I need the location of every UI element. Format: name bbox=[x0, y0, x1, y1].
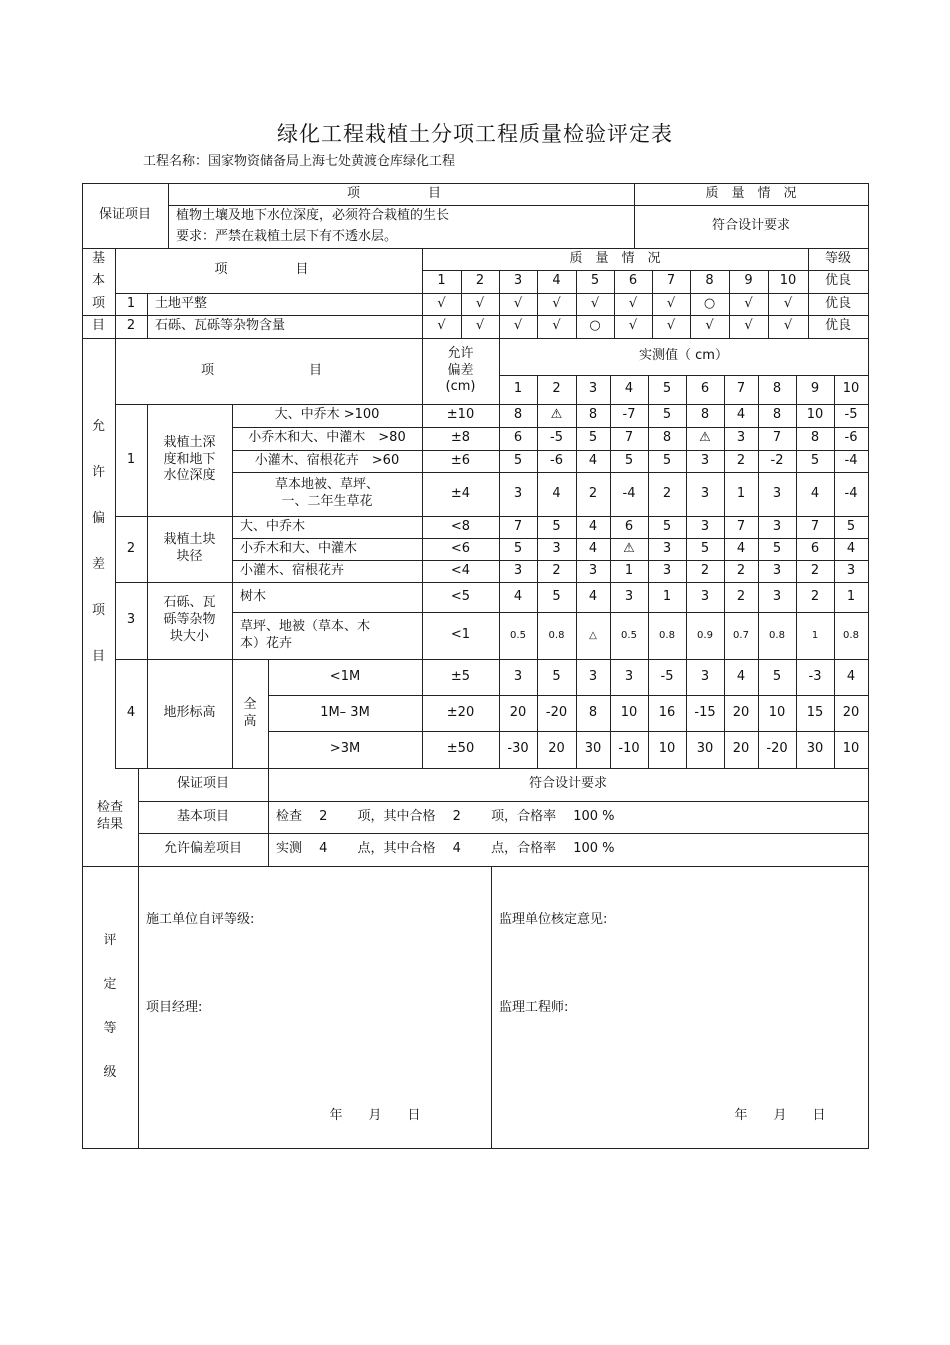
basic-row-number: 2 bbox=[126, 318, 136, 334]
allowance-row-value: 3 bbox=[700, 452, 710, 468]
guarantee-item-header: 项 目 bbox=[346, 185, 455, 201]
allowance-row-value: 7 bbox=[810, 518, 820, 534]
allowance-row-value: 10 bbox=[806, 407, 824, 423]
allowance-row-value: 20 bbox=[509, 704, 527, 720]
basic-row-mark: √ bbox=[628, 295, 638, 311]
allowance-side-label: 项 bbox=[91, 602, 105, 618]
allowance-row-value: 20 bbox=[732, 741, 750, 757]
allowance-row-value: 5 bbox=[772, 540, 782, 556]
allowance-row-value: 5 bbox=[662, 518, 672, 534]
allowance-row-tolerance: <1 bbox=[450, 627, 471, 643]
allowance-row-value: 4 bbox=[588, 452, 598, 468]
allowance-row-value: 1 bbox=[846, 588, 856, 604]
allowance-row-value: 3 bbox=[513, 562, 523, 578]
basic-row-mark: √ bbox=[513, 295, 523, 311]
basic-grade-subheader: 优良 bbox=[824, 273, 851, 289]
allowance-row-value: 4 bbox=[588, 540, 598, 556]
basic-row-mark: √ bbox=[666, 295, 676, 311]
allowance-row-value: 30 bbox=[696, 741, 714, 757]
allowance-row-value: 2 bbox=[810, 588, 820, 604]
allowance-row-value: 5 bbox=[810, 452, 820, 468]
allowance-row-item: <1M bbox=[329, 668, 361, 684]
allowance-row-value: -6 bbox=[844, 430, 858, 446]
self-evaluation-title: 施工单位自评等级: bbox=[146, 911, 255, 927]
basic-col-number: 1 bbox=[437, 273, 446, 289]
allowance-col-number: 2 bbox=[552, 381, 561, 397]
allowance-row-value: ⚠ bbox=[550, 407, 563, 423]
allowance-row-value: 8 bbox=[513, 407, 523, 423]
allowance-row-value: 2 bbox=[662, 485, 672, 501]
allowance-row-value: -5 bbox=[844, 407, 858, 423]
grid-line bbox=[868, 183, 869, 1149]
allowance-item-header: 项 目 bbox=[200, 362, 336, 378]
allowance-side-label: 偏 bbox=[91, 510, 105, 526]
allowance-row-value: 0.9 bbox=[697, 630, 713, 641]
allowance-row-value: 15 bbox=[806, 704, 824, 720]
project-name: 工程名称：国家物资储备局上海七处黄渡仓库绿化工程 bbox=[143, 154, 456, 169]
allowance-row-value: 2 bbox=[736, 588, 746, 604]
allowance-group-sub: 全 高 bbox=[243, 696, 257, 729]
basic-row-mark: √ bbox=[437, 295, 446, 311]
allowance-row-value: 3 bbox=[772, 588, 782, 604]
allowance-side-label: 差 bbox=[91, 556, 105, 572]
basic-quality-header: 质 量 情 况 bbox=[569, 250, 661, 266]
allowance-row-value: 7 bbox=[513, 518, 523, 534]
allowance-row-value: 0.7 bbox=[733, 630, 749, 641]
allowance-row-value: 0.8 bbox=[548, 630, 565, 641]
allowance-row-tolerance: ±4 bbox=[450, 485, 471, 501]
allowance-group-name: 栽植土块 块径 bbox=[163, 532, 216, 564]
allowance-row-value: 4 bbox=[736, 407, 746, 423]
basic-row-grade: 优良 bbox=[824, 295, 851, 311]
allowance-row-value: 0.8 bbox=[843, 630, 859, 641]
allowance-row-value: 3 bbox=[846, 562, 856, 578]
inspection-side-label: 检查 结果 bbox=[96, 800, 123, 832]
project-manager-label: 项目经理: bbox=[146, 999, 203, 1015]
allowance-row-value: 7 bbox=[772, 430, 782, 446]
allowance-row-value: 0.5 bbox=[621, 630, 637, 641]
evaluation-side-label: 评 bbox=[103, 933, 117, 949]
allowance-col-number: 7 bbox=[736, 381, 746, 397]
allowance-row-value: 10 bbox=[620, 704, 638, 720]
basic-col-number: 9 bbox=[744, 273, 753, 289]
allowance-row-value: 20 bbox=[548, 741, 565, 757]
basic-row-mark: √ bbox=[666, 318, 676, 334]
allowance-row-value: -4 bbox=[844, 452, 858, 468]
basic-item-header: 项 目 bbox=[214, 262, 323, 278]
allowance-row-value: 10 bbox=[842, 741, 860, 757]
allowance-row-value: 10 bbox=[768, 704, 786, 720]
allowance-row-value: 10 bbox=[658, 741, 676, 757]
grid-line bbox=[82, 1148, 869, 1149]
allowance-row-value: 3 bbox=[700, 485, 710, 501]
allowance-row-value: 8 bbox=[588, 704, 598, 720]
allowance-row-value: 8 bbox=[810, 430, 820, 446]
inspection-row-label: 允许偏差项目 bbox=[163, 841, 242, 857]
allowance-row-value: 1 bbox=[811, 630, 819, 641]
allowance-row-value: 30 bbox=[584, 741, 602, 757]
allowance-row-value: 3 bbox=[588, 668, 598, 684]
allowance-row-tolerance: ±6 bbox=[450, 452, 471, 468]
basic-row-mark: √ bbox=[552, 295, 561, 311]
allowance-row-value: 5 bbox=[624, 452, 634, 468]
basic-row-mark: √ bbox=[552, 318, 561, 334]
allowance-group-name: 栽植土深 度和地下 水位深度 bbox=[163, 434, 216, 484]
allowance-row-value: 4 bbox=[513, 588, 523, 604]
allowance-col-number: 4 bbox=[624, 381, 634, 397]
allowance-row-item: 小灌木、宿根花卉 >60 bbox=[254, 452, 400, 468]
allowance-col-number: 8 bbox=[772, 381, 782, 397]
basic-side-label: 本 bbox=[91, 273, 105, 289]
allowance-row-tolerance: <6 bbox=[450, 540, 471, 556]
guarantee-label: 保证项目 bbox=[98, 207, 151, 223]
allowance-row-value: -5 bbox=[660, 668, 674, 684]
evaluation-side-label: 级 bbox=[103, 1064, 117, 1080]
basic-col-number: 10 bbox=[779, 273, 797, 289]
allowance-row-tolerance: ±5 bbox=[450, 668, 471, 684]
allowance-row-value: 2 bbox=[588, 485, 598, 501]
supervision-engineer-label: 监理工程师: bbox=[499, 999, 569, 1015]
allowance-row-value: 4 bbox=[588, 588, 598, 604]
allowance-row-value: 6 bbox=[810, 540, 820, 556]
basic-row-mark: √ bbox=[628, 318, 638, 334]
basic-row-number: 1 bbox=[126, 295, 136, 311]
allowance-row-value: 7 bbox=[736, 518, 746, 534]
allowance-row-value: 20 bbox=[732, 704, 750, 720]
allowance-row-value: 5 bbox=[662, 407, 672, 423]
allowance-row-tolerance: <8 bbox=[450, 518, 471, 534]
allowance-row-item: 树木 bbox=[240, 588, 267, 604]
allowance-row-item: 草坪、地被（草本、木 本）花卉 bbox=[240, 618, 371, 651]
allowance-group-number: 2 bbox=[126, 540, 136, 556]
basic-grade-header: 等级 bbox=[824, 250, 851, 266]
allowance-row-value: 3 bbox=[513, 668, 523, 684]
allowance-row-value: 1 bbox=[624, 562, 634, 578]
basic-col-number: 8 bbox=[705, 273, 714, 289]
evaluation-side-label: 定 bbox=[103, 977, 117, 993]
basic-row-mark: √ bbox=[783, 318, 793, 334]
basic-row-mark: √ bbox=[705, 318, 714, 334]
basic-col-number: 2 bbox=[475, 273, 485, 289]
basic-row-mark: √ bbox=[437, 318, 446, 334]
allowance-row-value: ⚠ bbox=[623, 540, 635, 556]
basic-side-label: 基 bbox=[91, 250, 105, 266]
allowance-group-name: 石砾、瓦 砾等杂物 块大小 bbox=[163, 595, 216, 644]
page-title: 绿化工程栽植土分项工程质量检验评定表 bbox=[277, 122, 673, 146]
allowance-row-value: 3 bbox=[662, 540, 672, 556]
allowance-row-value: 2 bbox=[700, 562, 710, 578]
allowance-measured-header: 实测值（ cm） bbox=[639, 348, 728, 364]
guarantee-content: 植物土壤及地下水位深度，必须符合栽植的生长 bbox=[176, 207, 450, 223]
allowance-row-value: 3 bbox=[552, 540, 561, 556]
allowance-row-tolerance: ±10 bbox=[446, 407, 475, 423]
guarantee-result: 符合设计要求 bbox=[711, 218, 790, 234]
basic-col-number: 5 bbox=[590, 273, 600, 289]
basic-col-number: 3 bbox=[513, 273, 523, 289]
allowance-row-value: 5 bbox=[846, 518, 856, 534]
allowance-group-number: 3 bbox=[126, 612, 136, 628]
allowance-row-value: 0.8 bbox=[659, 630, 675, 641]
basic-row-grade: 优良 bbox=[824, 318, 851, 334]
allowance-row-value: 3 bbox=[736, 430, 746, 446]
allowance-row-value: 2 bbox=[810, 562, 820, 578]
allowance-row-value: 3 bbox=[772, 518, 782, 534]
allowance-row-value: 1 bbox=[736, 485, 746, 501]
allowance-col-number: 1 bbox=[513, 381, 523, 397]
allowance-row-value: 5 bbox=[662, 452, 672, 468]
basic-row-mark: √ bbox=[590, 295, 600, 311]
guarantee-quality-header: 质 量 情 况 bbox=[705, 185, 797, 201]
allowance-row-value: 3 bbox=[513, 485, 523, 501]
allowance-row-value: -6 bbox=[550, 452, 563, 468]
allowance-row-value: 3 bbox=[662, 562, 672, 578]
inspection-row-text: 符合设计要求 bbox=[528, 776, 607, 792]
allowance-row-value: 5 bbox=[552, 518, 561, 534]
allowance-row-value: 5 bbox=[588, 430, 598, 446]
allowance-row-value: 1 bbox=[662, 588, 672, 604]
allowance-row-item: 小灌木、宿根花卉 bbox=[240, 562, 345, 578]
allowance-tolerance-header: 允许 偏差 (cm) bbox=[445, 345, 476, 395]
allowance-row-value: 3 bbox=[700, 588, 710, 604]
allowance-row-value: 4 bbox=[846, 668, 856, 684]
allowance-row-value: 6 bbox=[513, 430, 523, 446]
allowance-row-value: -15 bbox=[694, 704, 716, 720]
allowance-row-item: 草本地被、草坪、 一、二年生草花 bbox=[274, 477, 379, 509]
allowance-row-value: 3 bbox=[588, 562, 598, 578]
allowance-row-tolerance: ±20 bbox=[446, 704, 475, 720]
basic-col-number: 6 bbox=[628, 273, 638, 289]
basic-row-mark: √ bbox=[513, 318, 523, 334]
allowance-group-name: 地形标高 bbox=[163, 705, 216, 721]
allowance-col-number: 9 bbox=[810, 381, 820, 397]
allowance-row-value: -4 bbox=[844, 485, 858, 501]
allowance-row-value: 4 bbox=[552, 485, 561, 501]
allowance-row-value: 5 bbox=[700, 540, 710, 556]
allowance-col-number: 5 bbox=[662, 381, 672, 397]
evaluation-side-label: 等 bbox=[103, 1020, 117, 1036]
allowance-row-value: 0.8 bbox=[769, 630, 785, 641]
allowance-row-value: 2 bbox=[736, 452, 746, 468]
allowance-row-tolerance: <4 bbox=[450, 562, 471, 578]
allowance-row-value: 6 bbox=[624, 518, 634, 534]
allowance-row-item: >3M bbox=[329, 741, 361, 757]
allowance-row-value: 3 bbox=[700, 668, 710, 684]
allowance-col-number: 10 bbox=[842, 381, 860, 397]
allowance-row-value: -20 bbox=[545, 704, 568, 720]
allowance-row-value: -30 bbox=[507, 741, 529, 757]
basic-col-number: 7 bbox=[666, 273, 676, 289]
allowance-row-value: 20 bbox=[842, 704, 860, 720]
allowance-row-value: -4 bbox=[622, 485, 636, 501]
allowance-group-number: 1 bbox=[126, 451, 136, 467]
allowance-row-value: 3 bbox=[700, 518, 710, 534]
allowance-row-item: 1M– 3M bbox=[320, 704, 370, 720]
inspection-row-text: 实测 4 点，其中合格 4 点，合格率 100 % bbox=[276, 841, 615, 857]
inspection-row-label: 保证项目 bbox=[176, 776, 229, 792]
allowance-row-tolerance: <5 bbox=[450, 588, 471, 604]
allowance-side-label: 许 bbox=[91, 464, 105, 480]
allowance-row-value: 8 bbox=[772, 407, 782, 423]
basic-row-mark: ○ bbox=[589, 318, 601, 334]
allowance-row-value: 5 bbox=[513, 540, 523, 556]
grid-line bbox=[82, 866, 869, 867]
allowance-group-number: 4 bbox=[126, 705, 136, 721]
allowance-row-value: -20 bbox=[766, 741, 788, 757]
allowance-row-value: 7 bbox=[624, 430, 634, 446]
allowance-row-value: 16 bbox=[658, 704, 676, 720]
allowance-row-tolerance: ±8 bbox=[450, 430, 471, 446]
allowance-row-value: -5 bbox=[550, 430, 563, 446]
allowance-row-value: 8 bbox=[588, 407, 598, 423]
inspection-row-label: 基本项目 bbox=[176, 808, 229, 824]
basic-row-name: 土地平整 bbox=[155, 295, 208, 311]
allowance-row-value: 0.5 bbox=[510, 630, 526, 641]
self-evaluation-date: 年 月 日 bbox=[329, 1107, 421, 1123]
allowance-side-label: 允 bbox=[91, 418, 105, 434]
allowance-row-value: 4 bbox=[588, 518, 598, 534]
basic-row-mark: √ bbox=[475, 295, 485, 311]
allowance-row-value: 3 bbox=[624, 668, 634, 684]
allowance-row-value: 3 bbox=[772, 562, 782, 578]
allowance-row-value: -3 bbox=[808, 668, 822, 684]
allowance-row-value: 5 bbox=[552, 588, 561, 604]
allowance-row-value: ⚠ bbox=[699, 430, 711, 446]
inspection-row-text: 检查 2 项，其中合格 2 项，合格率 100 % bbox=[276, 808, 615, 824]
basic-side-label: 项 bbox=[91, 295, 105, 311]
allowance-row-value: -10 bbox=[618, 741, 640, 757]
allowance-row-value: 5 bbox=[552, 668, 561, 684]
allowance-col-number: 6 bbox=[700, 381, 710, 397]
allowance-row-item: 小乔木和大、中灌木 >80 bbox=[248, 430, 406, 446]
allowance-row-value: 5 bbox=[513, 452, 523, 468]
allowance-row-tolerance: ±50 bbox=[446, 741, 475, 757]
allowance-side-label: 目 bbox=[91, 648, 105, 664]
guarantee-content: 要求：严禁在栽植土层下有不透水层。 bbox=[176, 229, 398, 245]
allowance-row-value: 4 bbox=[736, 540, 746, 556]
supervision-date: 年 月 日 bbox=[734, 1107, 826, 1123]
basic-side-label: 目 bbox=[91, 318, 105, 334]
basic-row-name: 石砾、瓦砾等杂物含量 bbox=[155, 318, 286, 334]
allowance-row-value: -2 bbox=[770, 452, 784, 468]
basic-row-mark: √ bbox=[744, 318, 753, 334]
allowance-row-value: 8 bbox=[700, 407, 710, 423]
allowance-row-item: 大、中乔木 >100 bbox=[274, 407, 380, 423]
basic-row-mark: √ bbox=[783, 295, 793, 311]
allowance-row-value: -7 bbox=[622, 407, 636, 423]
allowance-row-value: 2 bbox=[736, 562, 746, 578]
allowance-row-value: 30 bbox=[806, 741, 824, 757]
allowance-row-value: 3 bbox=[772, 485, 782, 501]
allowance-col-number: 3 bbox=[588, 381, 598, 397]
allowance-row-value: 4 bbox=[736, 668, 746, 684]
basic-row-mark: √ bbox=[744, 295, 753, 311]
basic-col-number: 4 bbox=[552, 273, 561, 289]
allowance-row-value: 3 bbox=[624, 588, 634, 604]
allowance-row-value: 5 bbox=[772, 668, 782, 684]
basic-row-mark: ○ bbox=[703, 295, 716, 311]
allowance-row-item: 大、中乔木 bbox=[240, 518, 306, 534]
allowance-row-value: 8 bbox=[662, 430, 672, 446]
supervision-opinion-title: 监理单位核定意见: bbox=[499, 911, 608, 927]
basic-row-mark: √ bbox=[475, 318, 485, 334]
allowance-row-value: 2 bbox=[552, 562, 561, 578]
allowance-row-item: 小乔木和大、中灌木 bbox=[240, 540, 358, 556]
allowance-row-value: 4 bbox=[846, 540, 856, 556]
allowance-row-value: 4 bbox=[810, 485, 820, 501]
allowance-row-value: △ bbox=[589, 630, 597, 641]
